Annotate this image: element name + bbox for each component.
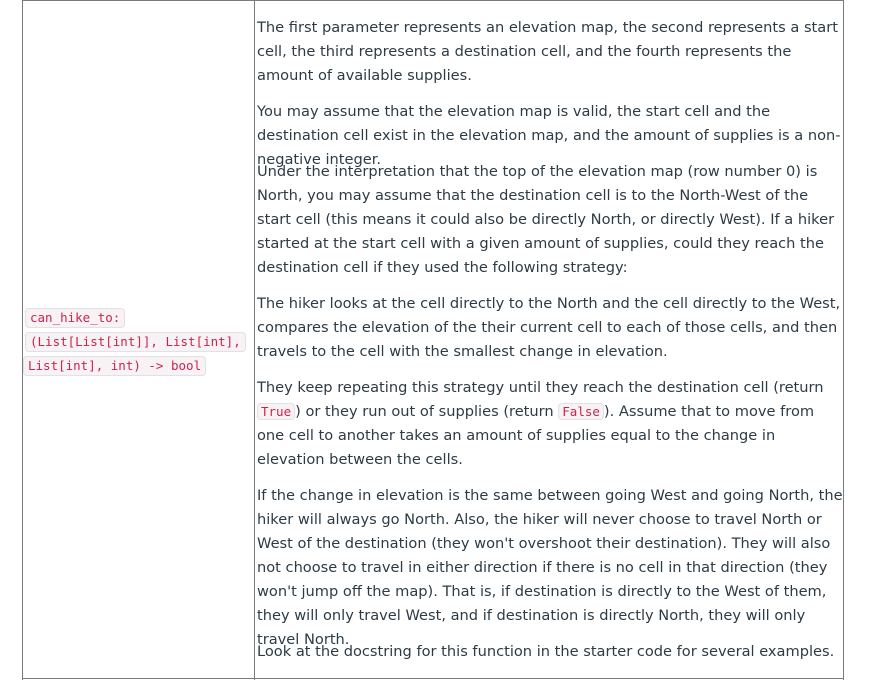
p5-text-b: ) or they run out of supplies (return	[295, 403, 559, 420]
description-paragraph-2: You may assume that the elevation map is valid, the start cell and the destination cell exist in the elevation map, and the amount of supplies is a non-negative integer.	[257, 103, 841, 168]
description-paragraph-6: If the change in elevation is the same between going West and going North, the hiker will always go North. Also, the hiker will never choose to travel North or West of the destination (they won't overshoot their destination). They will also not choose to travel in either direction if there is no cell in that direction (they won't jump off the map). That is, if destination is directly to the West of them, they will only travel West, and if destination is directly North, they will only travel North.	[257, 487, 843, 648]
signature-return: List[int], int) -> bool	[23, 356, 206, 376]
function-table-row	[22, 0, 844, 680]
function-description-cell	[257, 0, 844, 680]
function-name: can_hike_to:	[25, 308, 125, 328]
function-signature	[24, 306, 254, 378]
false-literal: False	[558, 403, 604, 420]
column-divider	[254, 0, 255, 680]
description-paragraph-1: The first parameter represents an elevation map, the second represents a start cell, the third represents a destination cell, and the fourth represents the amount of available supplies.	[257, 19, 838, 84]
p5-text-a: They keep repeating this strategy until they reach the destination cell (return	[257, 379, 824, 396]
p5-text-c: ). Assume that to move from one cell to another takes an amount of supplies equal to the change in elevation between the cells.	[257, 403, 815, 468]
description-paragraph-5	[257, 376, 843, 472]
description-paragraph-4: The hiker looks at the cell directly to the North and the cell directly to the West, compares the elevation of the their current cell to each of those cells, and then travels to the cell with the smallest change in elevation.	[257, 295, 841, 360]
true-literal: True	[257, 403, 295, 420]
function-signature-cell	[22, 0, 254, 680]
description-paragraph-3: Under the interpretation that the top of the elevation map (row number 0) is North, you may assume that the destination cell is to the North-West of the start cell (this means it could also be directly North, or directly West). If a hiker started at the start cell with a given amount of supplies, could they reach the destination cell if they used the following strategy:	[257, 163, 835, 276]
signature-params: (List[List[int]], List[int],	[25, 332, 246, 352]
description-paragraph-7: Look at the docstring for this function in the starter code for several examples.	[257, 643, 835, 660]
